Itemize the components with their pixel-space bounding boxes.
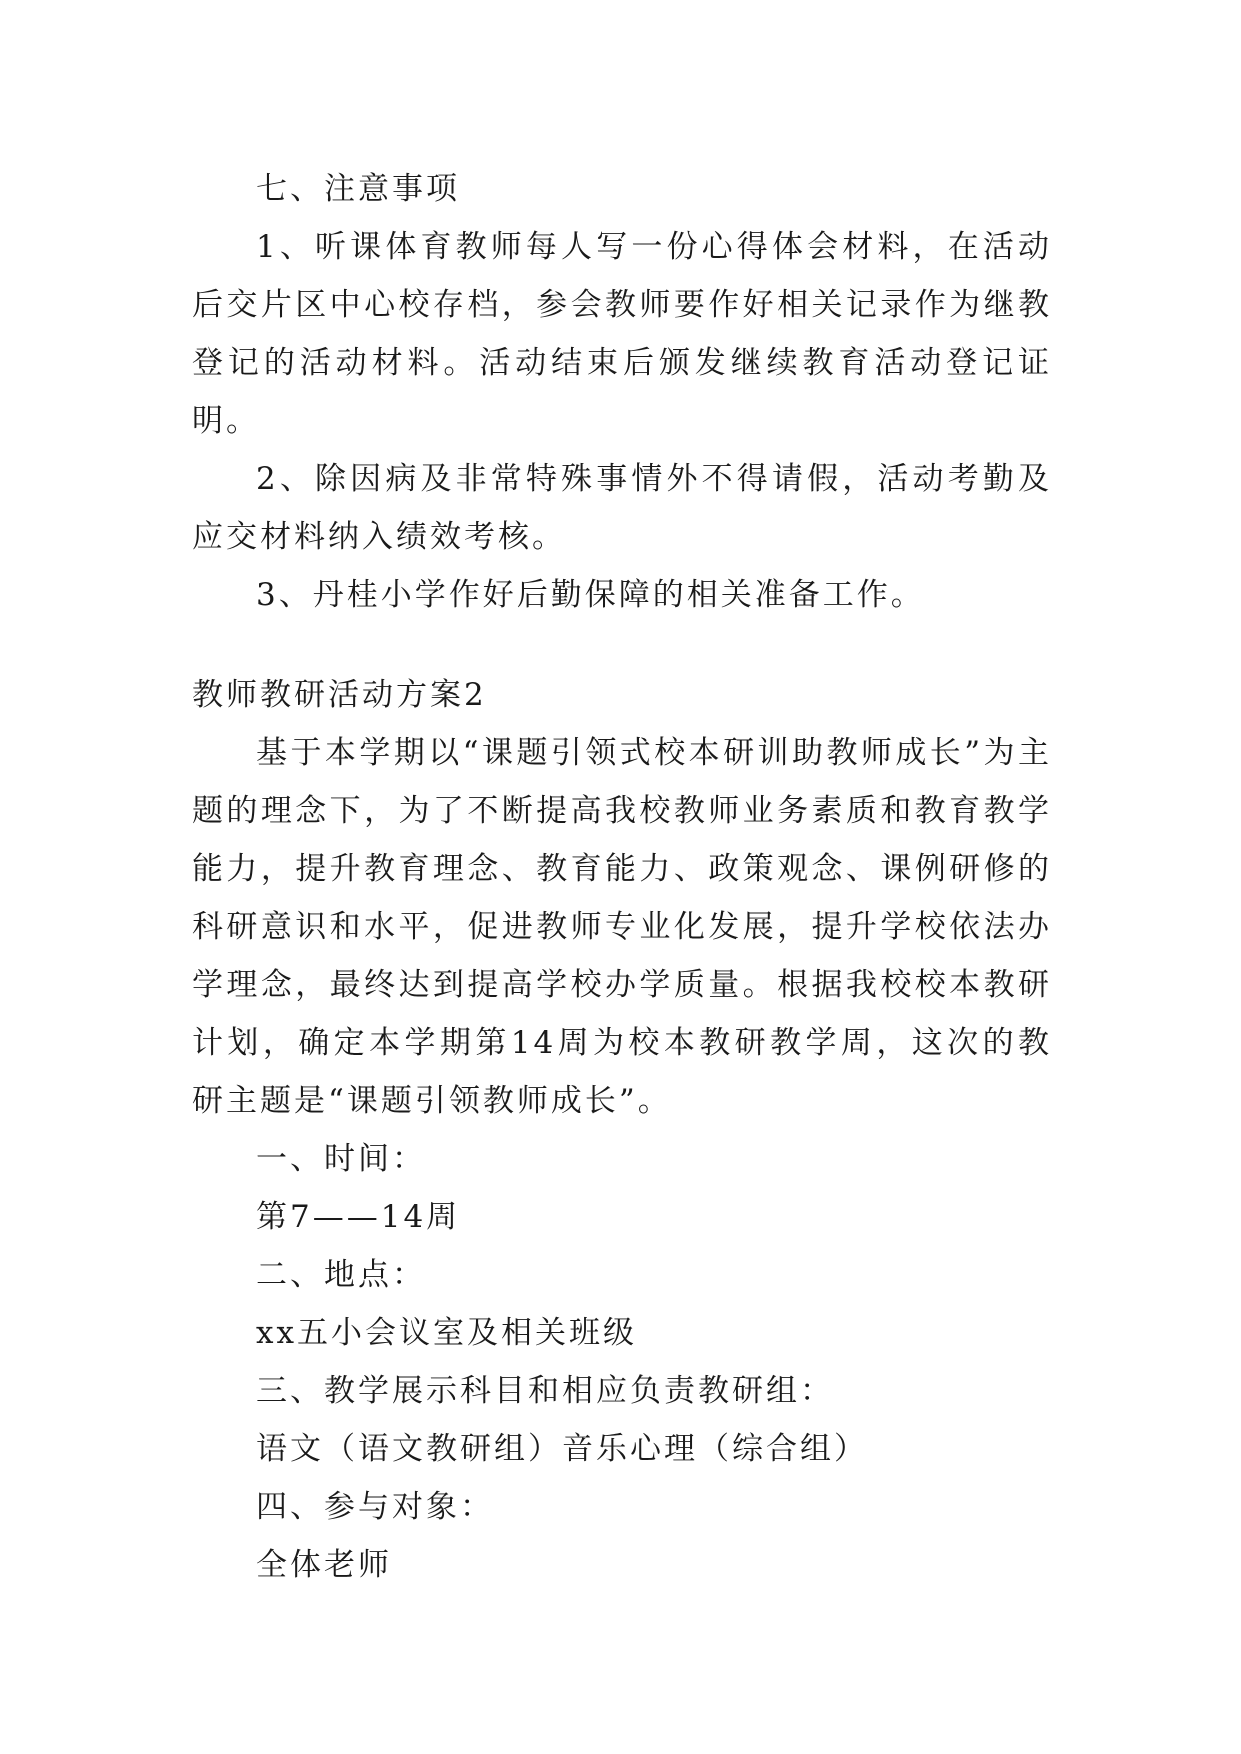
section-spacer — [192, 624, 1052, 666]
plan-intro-paragraph: 基于本学期以“课题引领式校本研训助教师成长”为主题的理念下，为了不断提高我校教师业务素质和教育教学能力，提升教育理念、教育能力、政策观念、课例研修的科研意识和水平，促进教师专业化发展，提升学校依法办学理念，最终达到提高学校办学质量。根据我校校本教研计划，确定本学期第14周为校本教研教学周，这次的教研主题是“课题引领教师成长”。 — [192, 735, 1052, 1119]
place-heading: 二、地点： — [256, 1257, 426, 1293]
time-heading: 一、时间： — [256, 1141, 426, 1177]
note-item-1: 1、听课体育教师每人写一份心得体会材料，在活动后交片区中心校存档，参会教师要作好相关记录作为继教登记的活动材料。活动结束后颁发继续教育活动登记证明。 — [192, 229, 1052, 439]
place-value: xx五小会议室及相关班级 — [256, 1315, 637, 1351]
note-item-3: 3、丹桂小学作好后勤保障的相关准备工作。 — [256, 577, 925, 613]
time-value: 第7——14周 — [256, 1199, 461, 1235]
document-page — [192, 160, 1052, 1594]
participants-value: 全体老师 — [256, 1547, 392, 1583]
participants-heading: 四、参与对象： — [256, 1489, 494, 1525]
section-heading-notes: 七、注意事项 — [256, 171, 460, 207]
note-item-2: 2、除因病及非常特殊事情外不得请假，活动考勤及应交材料纳入绩效考核。 — [192, 461, 1052, 555]
subjects-value: 语文（语文教研组）音乐心理（综合组） — [256, 1431, 868, 1467]
subjects-heading: 三、教学展示科目和相应负责教研组： — [256, 1373, 834, 1409]
plan-title: 教师教研活动方案2 — [192, 677, 487, 713]
